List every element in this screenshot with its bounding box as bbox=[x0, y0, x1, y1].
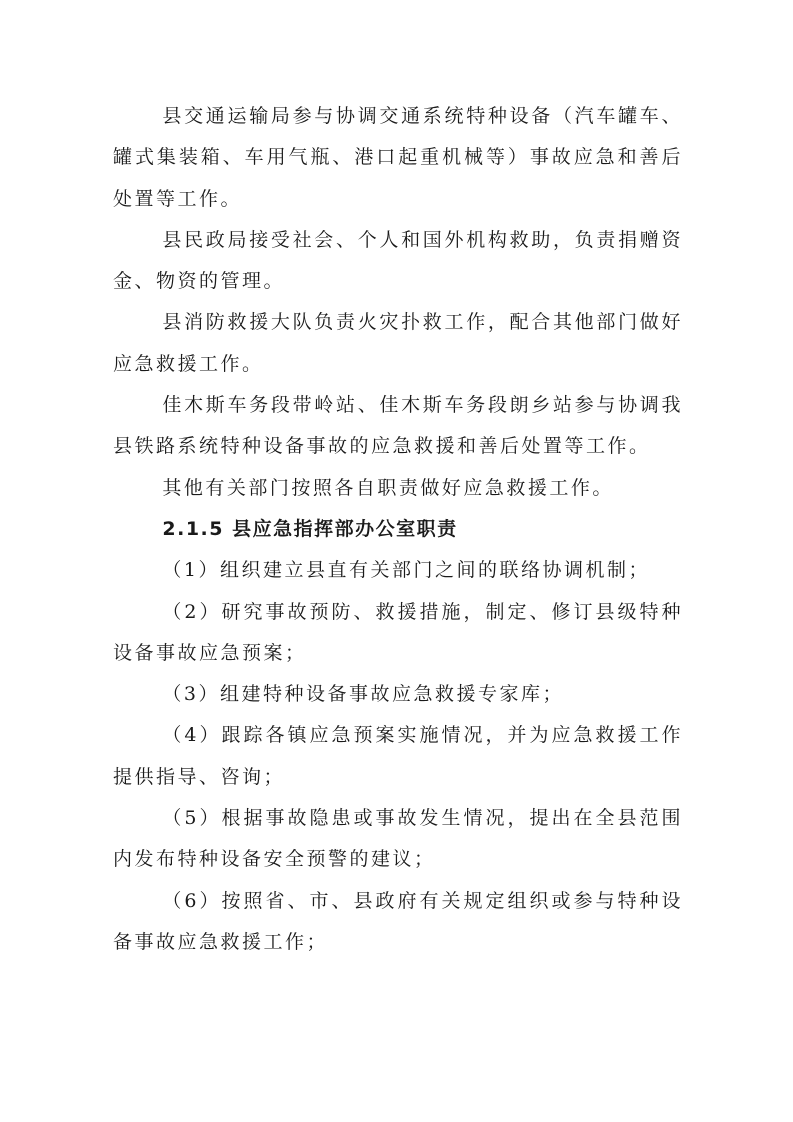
paragraph-civil-affairs-bureau: 县民政局接受社会、个人和国外机构救助，负责捐赠资金、物资的管理。 bbox=[113, 228, 683, 293]
paragraph-other-departments: 其他有关部门按照各自职责做好应急救援工作。 bbox=[162, 476, 614, 499]
list-item: （3）组建特种设备事故应急救援专家库； bbox=[162, 683, 564, 706]
paragraph-railway-stations: 佳木斯车务段带岭站、佳木斯车务段朗乡站参与协调我县铁路系统特种设备事故的应急救援和善后处置等工作。 bbox=[113, 394, 683, 458]
list-item: （6）按照省、市、县政府有关规定组织或参与特种设备事故应急救援工作； bbox=[113, 889, 683, 953]
list-item: （4）跟踪各镇应急预案实施情况，并为应急救援工作提供指导、咨询； bbox=[113, 724, 683, 788]
list-item: （5）根据事故隐患或事故发生情况，提出在全县范围内发布特种设备安全预警的建议； bbox=[113, 807, 683, 871]
document-body bbox=[113, 96, 683, 963]
paragraph-fire-rescue-brigade: 县消防救援大队负责火灾扑救工作，配合其他部门做好应急救援工作。 bbox=[113, 311, 683, 375]
list-item: （1）组织建立县直有关部门之间的联络协调机制； bbox=[162, 559, 650, 582]
list-item: （2）研究事故预防、救援措施，制定、修订县级特种设备事故应急预案； bbox=[113, 600, 683, 664]
paragraph-transport-bureau: 县交通运输局参与协调交通系统特种设备（汽车罐车、罐式集装箱、车用气瓶、港口起重机械等）事故应急和善后处置等工作。 bbox=[113, 105, 683, 210]
section-heading: 2.1.5 县应急指挥部办公室职责 bbox=[162, 517, 458, 540]
